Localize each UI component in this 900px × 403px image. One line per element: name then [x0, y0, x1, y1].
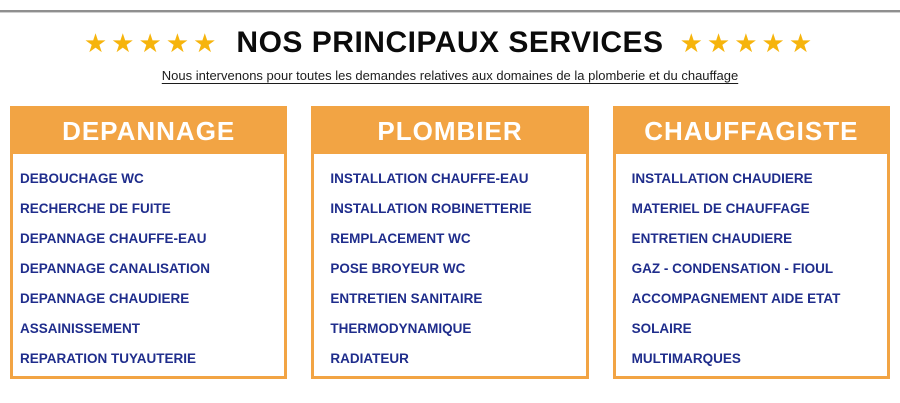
- service-item: DEBOUCHAGE WC: [20, 171, 144, 186]
- service-item: DEPANNAGE CHAUDIERE: [20, 291, 190, 306]
- section-header: [0, 26, 900, 60]
- column-header-chauffagiste: CHAUFFAGISTE: [616, 109, 887, 154]
- column-items-depannage: [13, 154, 284, 374]
- column-header-depannage: DEPANNAGE: [13, 109, 284, 154]
- stars-right-icon: ★★★★★: [679, 28, 817, 58]
- column-chauffagiste: [613, 106, 890, 379]
- service-item: ASSAINISSEMENT: [20, 321, 141, 336]
- service-item: ACCOMPAGNEMENT AIDE ETAT: [631, 291, 841, 306]
- page-subtitle-link[interactable]: Nous intervenons pour toutes les demandes relatives aux domaines de la plomberie et du chauffage: [161, 68, 739, 83]
- page-title: NOS PRINCIPAUX SERVICES: [236, 26, 664, 59]
- service-item: INSTALLATION ROBINETTERIE: [330, 201, 532, 216]
- service-item: MATERIEL DE CHAUFFAGE: [631, 201, 810, 216]
- service-item: REMPLACEMENT WC: [330, 231, 471, 246]
- column-items-plombier: [314, 154, 585, 374]
- service-item: REPARATION TUYAUTERIE: [20, 351, 197, 366]
- service-item: THERMODYNAMIQUE: [330, 321, 472, 336]
- stars-left-icon: ★★★★★: [83, 28, 221, 58]
- column-header-plombier: PLOMBIER: [314, 109, 585, 154]
- column-depannage: [10, 106, 287, 379]
- service-item: DEPANNAGE CANALISATION: [20, 261, 211, 276]
- service-item: RECHERCHE DE FUITE: [20, 201, 171, 216]
- service-item: RADIATEUR: [330, 351, 409, 366]
- service-item: ENTRETIEN SANITAIRE: [330, 291, 483, 306]
- service-item: POSE BROYEUR WC: [330, 261, 466, 276]
- service-item: SOLAIRE: [631, 321, 692, 336]
- service-item: MULTIMARQUES: [631, 351, 741, 366]
- column-items-chauffagiste: [616, 154, 887, 374]
- top-divider: [0, 10, 900, 13]
- subtitle-row: [0, 67, 900, 85]
- service-item: GAZ - CONDENSATION - FIOUL: [631, 261, 834, 276]
- service-item: INSTALLATION CHAUDIERE: [631, 171, 813, 186]
- service-item: DEPANNAGE CHAUFFE-EAU: [20, 231, 207, 246]
- service-item: ENTRETIEN CHAUDIERE: [631, 231, 793, 246]
- service-item: INSTALLATION CHAUFFE-EAU: [330, 171, 529, 186]
- service-columns: [0, 106, 900, 379]
- column-plombier: [311, 106, 588, 379]
